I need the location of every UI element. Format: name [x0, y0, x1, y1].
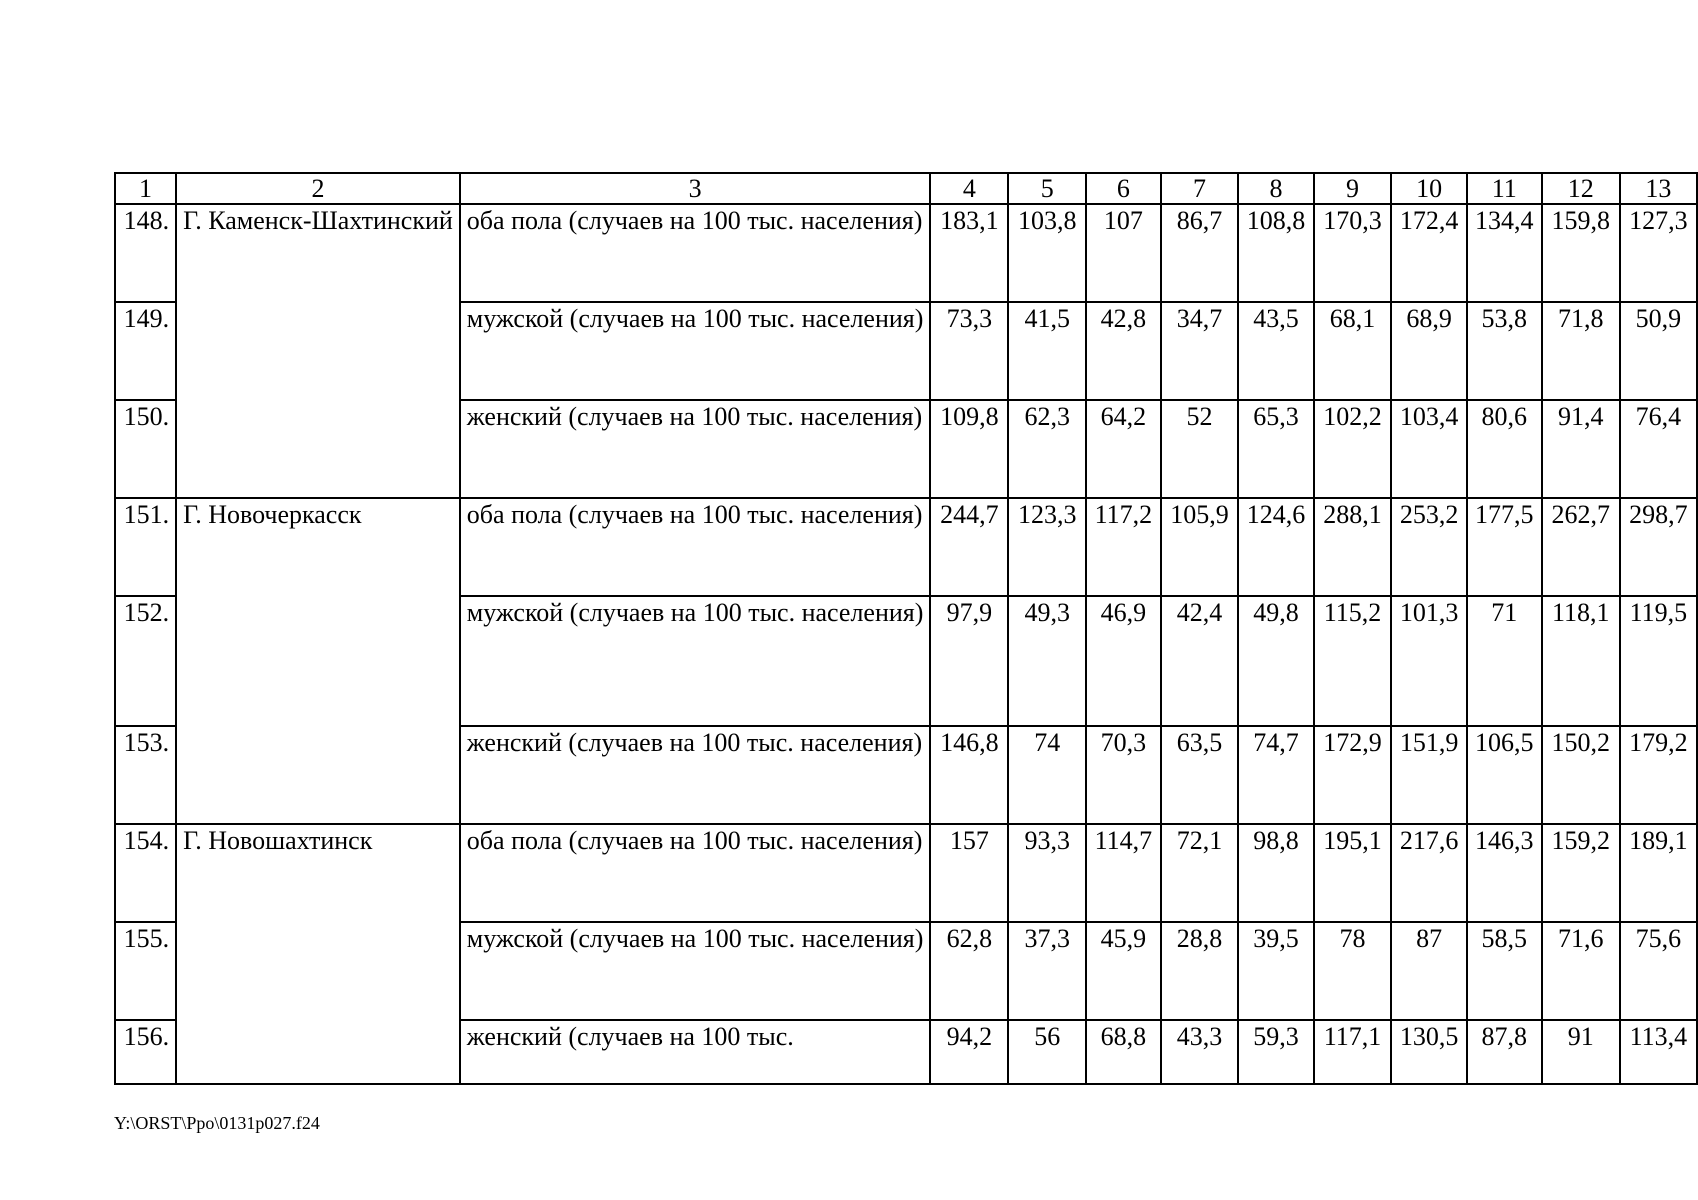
column-header: 9: [1314, 173, 1392, 204]
value-cell: 86,7: [1161, 204, 1239, 302]
row-number: 155.: [115, 922, 176, 1020]
value-cell: 91,4: [1542, 400, 1620, 498]
value-cell: 80,6: [1467, 400, 1542, 498]
value-cell: 64,2: [1086, 400, 1160, 498]
value-cell: 123,3: [1008, 498, 1086, 596]
table-row: [115, 498, 1697, 596]
column-header: 8: [1238, 173, 1313, 204]
row-description: оба пола (случаев на 100 тыс. населения): [460, 824, 931, 922]
value-cell: 39,5: [1238, 922, 1313, 1020]
value-cell: 43,3: [1161, 1020, 1239, 1084]
value-cell: 117,2: [1086, 498, 1160, 596]
value-cell: 94,2: [930, 1020, 1008, 1084]
value-cell: 117,1: [1314, 1020, 1392, 1084]
value-cell: 189,1: [1620, 824, 1697, 922]
row-description: женский (случаев на 100 тыс. населения): [460, 400, 931, 498]
value-cell: 45,9: [1086, 922, 1160, 1020]
value-cell: 74: [1008, 726, 1086, 824]
row-number: 152.: [115, 596, 176, 726]
value-cell: 42,8: [1086, 302, 1160, 400]
value-cell: 179,2: [1620, 726, 1697, 824]
value-cell: 150,2: [1542, 726, 1620, 824]
value-cell: 78: [1314, 922, 1392, 1020]
value-cell: 217,6: [1391, 824, 1466, 922]
value-cell: 109,8: [930, 400, 1008, 498]
column-header: 13: [1620, 173, 1697, 204]
value-cell: 103,4: [1391, 400, 1466, 498]
value-cell: 87: [1391, 922, 1466, 1020]
table-row: [115, 204, 1697, 302]
value-cell: 244,7: [930, 498, 1008, 596]
row-description: мужской (случаев на 100 тыс. населения): [460, 302, 931, 400]
column-header: 1: [115, 173, 176, 204]
statistics-table: [114, 172, 1698, 1085]
row-number: 153.: [115, 726, 176, 824]
value-cell: 71,8: [1542, 302, 1620, 400]
value-cell: 253,2: [1391, 498, 1466, 596]
value-cell: 146,8: [930, 726, 1008, 824]
value-cell: 91: [1542, 1020, 1620, 1084]
value-cell: 62,3: [1008, 400, 1086, 498]
row-number: 148.: [115, 204, 176, 302]
column-header: 5: [1008, 173, 1086, 204]
table-row: [115, 824, 1697, 922]
value-cell: 49,3: [1008, 596, 1086, 726]
value-cell: 56: [1008, 1020, 1086, 1084]
value-cell: 101,3: [1391, 596, 1466, 726]
value-cell: 97,9: [930, 596, 1008, 726]
value-cell: 108,8: [1238, 204, 1313, 302]
value-cell: 42,4: [1161, 596, 1239, 726]
value-cell: 102,2: [1314, 400, 1392, 498]
value-cell: 288,1: [1314, 498, 1392, 596]
value-cell: 127,3: [1620, 204, 1697, 302]
row-number: 150.: [115, 400, 176, 498]
row-description: мужской (случаев на 100 тыс. населения): [460, 596, 931, 726]
value-cell: 50,9: [1620, 302, 1697, 400]
file-path-footer: Y:\ORST\Ppo\0131p027.f24: [114, 1113, 320, 1133]
value-cell: 262,7: [1542, 498, 1620, 596]
value-cell: 114,7: [1086, 824, 1160, 922]
value-cell: 41,5: [1008, 302, 1086, 400]
value-cell: 62,8: [930, 922, 1008, 1020]
value-cell: 105,9: [1161, 498, 1239, 596]
value-cell: 106,5: [1467, 726, 1542, 824]
value-cell: 134,4: [1467, 204, 1542, 302]
row-description: женский (случаев на 100 тыс.: [460, 1020, 931, 1084]
column-header: 3: [460, 173, 931, 204]
value-cell: 37,3: [1008, 922, 1086, 1020]
column-header: 7: [1161, 173, 1239, 204]
column-header: 2: [176, 173, 460, 204]
value-cell: 146,3: [1467, 824, 1542, 922]
value-cell: 68,9: [1391, 302, 1466, 400]
row-number: 151.: [115, 498, 176, 596]
row-number: 156.: [115, 1020, 176, 1084]
value-cell: 34,7: [1161, 302, 1239, 400]
row-number: 154.: [115, 824, 176, 922]
value-cell: 130,5: [1391, 1020, 1466, 1084]
value-cell: 103,8: [1008, 204, 1086, 302]
row-description: женский (случаев на 100 тыс. населения): [460, 726, 931, 824]
value-cell: 172,9: [1314, 726, 1392, 824]
value-cell: 43,5: [1238, 302, 1313, 400]
value-cell: 63,5: [1161, 726, 1239, 824]
value-cell: 118,1: [1542, 596, 1620, 726]
row-description: оба пола (случаев на 100 тыс. населения): [460, 204, 931, 302]
value-cell: 93,3: [1008, 824, 1086, 922]
value-cell: 49,8: [1238, 596, 1313, 726]
column-header: 11: [1467, 173, 1542, 204]
row-number: 149.: [115, 302, 176, 400]
value-cell: 151,9: [1391, 726, 1466, 824]
column-header: 4: [930, 173, 1008, 204]
value-cell: 58,5: [1467, 922, 1542, 1020]
value-cell: 107: [1086, 204, 1160, 302]
value-cell: 71: [1467, 596, 1542, 726]
row-description: оба пола (случаев на 100 тыс. населения): [460, 498, 931, 596]
column-header: 10: [1391, 173, 1466, 204]
value-cell: 68,1: [1314, 302, 1392, 400]
value-cell: 115,2: [1314, 596, 1392, 726]
value-cell: 52: [1161, 400, 1239, 498]
column-number-header: [115, 173, 1697, 204]
value-cell: 53,8: [1467, 302, 1542, 400]
value-cell: 76,4: [1620, 400, 1697, 498]
city-name: Г. Новошахтинск: [176, 824, 460, 1084]
city-name: Г. Каменск-Шахтинский: [176, 204, 460, 498]
value-cell: 113,4: [1620, 1020, 1697, 1084]
city-name: Г. Новочеркасск: [176, 498, 460, 824]
value-cell: 157: [930, 824, 1008, 922]
value-cell: 177,5: [1467, 498, 1542, 596]
value-cell: 46,9: [1086, 596, 1160, 726]
value-cell: 298,7: [1620, 498, 1697, 596]
value-cell: 172,4: [1391, 204, 1466, 302]
row-description: мужской (случаев на 100 тыс. населения): [460, 922, 931, 1020]
value-cell: 183,1: [930, 204, 1008, 302]
value-cell: 59,3: [1238, 1020, 1313, 1084]
value-cell: 119,5: [1620, 596, 1697, 726]
value-cell: 65,3: [1238, 400, 1313, 498]
column-header: 12: [1542, 173, 1620, 204]
value-cell: 74,7: [1238, 726, 1313, 824]
value-cell: 72,1: [1161, 824, 1239, 922]
value-cell: 70,3: [1086, 726, 1160, 824]
value-cell: 28,8: [1161, 922, 1239, 1020]
value-cell: 124,6: [1238, 498, 1313, 596]
value-cell: 73,3: [930, 302, 1008, 400]
value-cell: 170,3: [1314, 204, 1392, 302]
value-cell: 68,8: [1086, 1020, 1160, 1084]
value-cell: 98,8: [1238, 824, 1313, 922]
value-cell: 71,6: [1542, 922, 1620, 1020]
value-cell: 87,8: [1467, 1020, 1542, 1084]
value-cell: 195,1: [1314, 824, 1392, 922]
value-cell: 159,8: [1542, 204, 1620, 302]
column-header: 6: [1086, 173, 1160, 204]
value-cell: 159,2: [1542, 824, 1620, 922]
value-cell: 75,6: [1620, 922, 1697, 1020]
